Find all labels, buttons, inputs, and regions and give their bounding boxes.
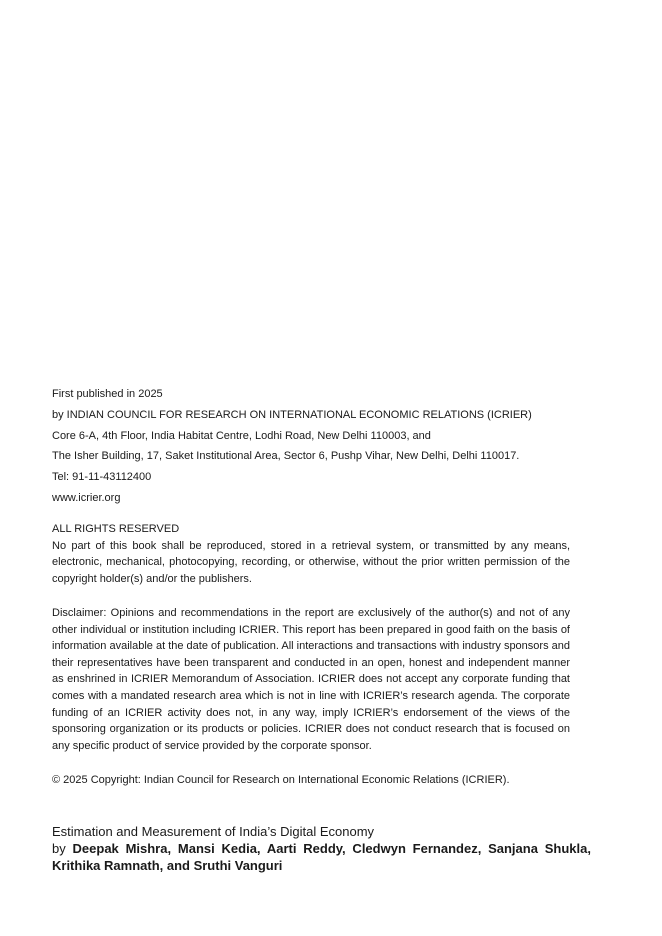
- rights-paragraph: No part of this book shall be reproduced, stored in a retrieval system, or transmitted by any means, electronic, mechanical, photocopying, recording, or otherwise, without the prior written permission of the copyright holder(s) and/or the publishers.: [52, 539, 570, 585]
- byline: [52, 840, 591, 874]
- rights-heading: ALL RIGHTS RESERVED: [52, 523, 180, 535]
- telephone-line: Tel: 91-11-43112400: [52, 471, 152, 484]
- book-title: Estimation and Measurement of India’s Digital Economy: [52, 824, 375, 839]
- rights-section: [52, 521, 570, 587]
- book-info: [52, 823, 591, 874]
- disclaimer-section: [52, 605, 570, 754]
- author-list: Deepak Mishra, Mansi Kedia, Aarti Reddy, Cledwyn Fernandez, Sanjana Shukla, Krithika Ramnath, and Sruthi Vanguri: [52, 841, 591, 873]
- address-line-2: The Isher Building, 17, Saket Institutional Area, Sector 6, Pushp Vihar, New Delhi, Delhi 110017.: [52, 450, 520, 463]
- publisher-line: by INDIAN COUNCIL FOR RESEARCH ON INTERNATIONAL ECONOMIC RELATIONS (ICRIER): [52, 408, 532, 421]
- publication-details: [52, 386, 570, 507]
- first-published-line: First published in 2025: [52, 388, 163, 400]
- copyright-notice: © 2025 Copyright: Indian Council for Research on International Economic Relations (ICRIER).: [52, 774, 510, 786]
- website-link[interactable]: www.icrier.org: [52, 491, 121, 504]
- disclaimer-paragraph: Disclaimer: Opinions and recommendations in the report are exclusively of the author(s) and not of any other individual or institution including ICRIER. This report has been prepared in good faith on the basis of information available at the date of publication. All interactions and transactions with industry sponsors and their representatives have been transparent and conducted in an open, honest and independent manner as enshrined in ICRIER Memorandum of Association. ICRIER does not accept any corporate funding that comes with a mandated research area which is not in line with ICRIER’s research agenda. The corporate funding of an ICRIER activity does not, in any way, imply ICRIER’s endorsement of the views of the sponsoring organization or its products or policies. ICRIER does not conduct research that is focused on any specific product of service provided by the corporate sponsor.: [52, 607, 570, 752]
- by-prefix: by: [52, 841, 66, 856]
- address-line-1: Core 6-A, 4th Floor, India Habitat Centre, Lodhi Road, New Delhi 110003, and: [52, 429, 431, 442]
